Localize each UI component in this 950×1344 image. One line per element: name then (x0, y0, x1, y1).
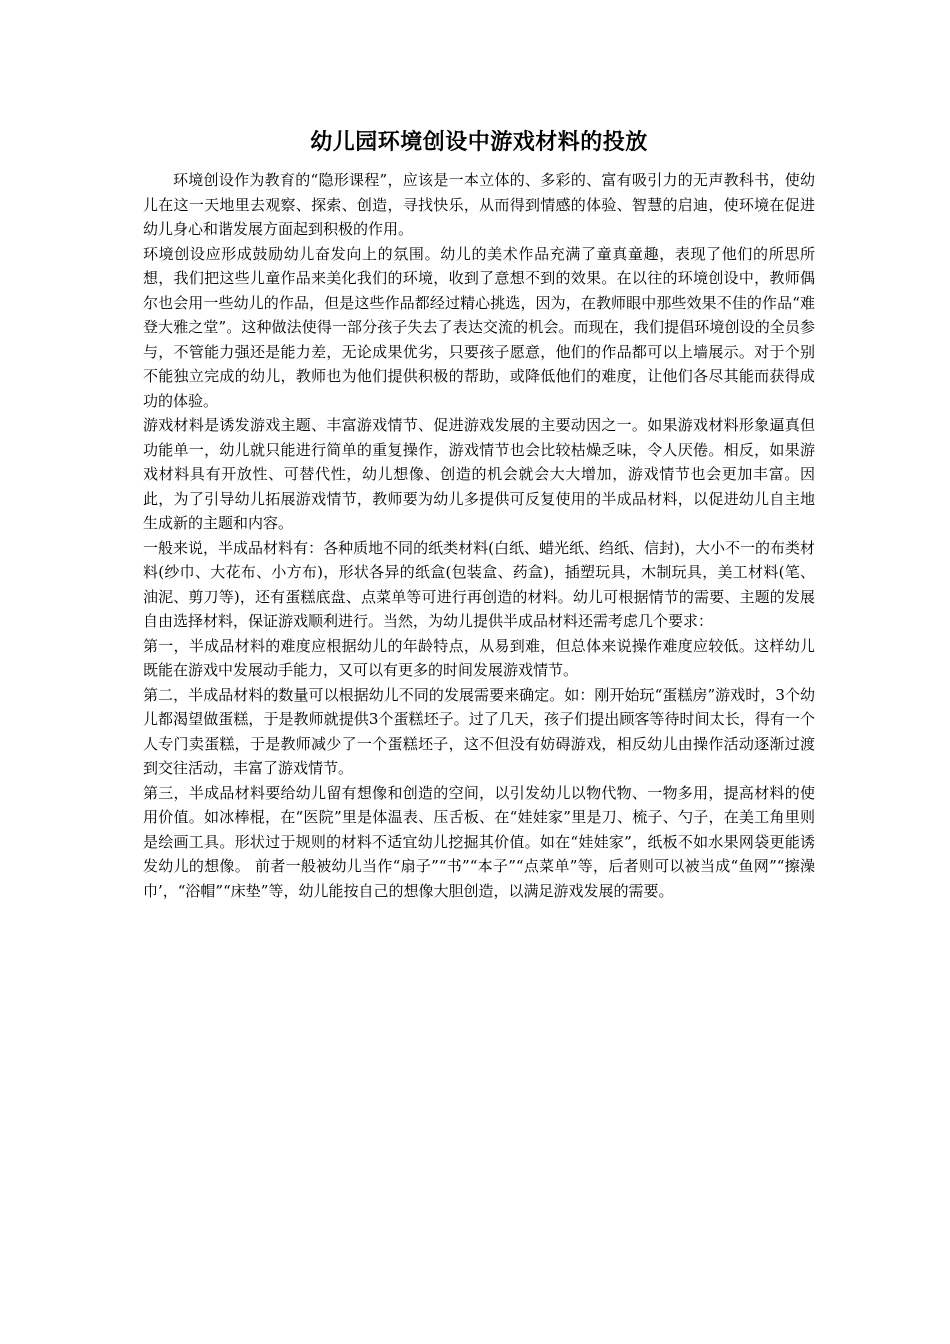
document-title: 幼儿园环境创设中游戏材料的投放 (310, 130, 648, 155)
paragraph-environment: 环境创设应形成鼓励幼儿奋发向上的氛围。幼儿的美术作品充满了童真童趣，表现了他们的所思所想，我们把这些儿童作品来美化我们的环境，收到了意想不到的效果。在以往的环境创设中，教师偶尔也会用一些幼儿的作品，但是这些作品都经过精心挑选，因为，在教师眼中那些效果不佳的作品“难登大雅之堂”。这种做法使得一部分孩子失去了表达交流的机会。而现在，我们提倡环境创设的全员参与，不管能力强还是能力差，无论成果优劣，只要孩子愿意，他们的作品都可以上墙展示。对于个别不能独立完成的幼儿，教师也为他们提供积极的帮助，或降低他们的难度，让他们各尽其能而获得成功的体验。 (143, 244, 815, 410)
document-page (143, 128, 815, 903)
paragraph-second-requirement: 第二，半成品材料的数量可以根据幼儿不同的发展需要来确定。如：刚开始玩“蛋糕房”游戏时，3个幼儿都渴望做蛋糕，于是教师就提供3个蛋糕坯子。过了几天，孩子们提出顾客等待时间太长，得有一个人专门卖蛋糕，于是教师减少了一个蛋糕坯子，这不但没有妨碍游戏，相反幼儿由操作活动逐渐过渡到交往活动，丰富了游戏情节。 (143, 685, 815, 777)
paragraph-semi-finished-materials: 一般来说，半成品材料有：各种质地不同的纸类材料(白纸、蜡光纸、绉纸、信封)，大小不一的布类材料(纱巾、大花布、小方布)，形状各异的纸盒(包装盒、药盒)，插塑玩具，木制玩具，美工材料(笔、油泥、剪刀等)，还有蛋糕底盘、点菜单等可进行再创造的材料。幼儿可根据情节的需要、主题的发展自由选择材料，保证游戏顺利进行。当然，为幼儿提供半成品材料还需考虑几个要求： (143, 538, 815, 630)
paragraph-first-requirement: 第一，半成品材料的难度应根据幼儿的年龄特点，从易到难，但总体来说操作难度应较低。这样幼儿既能在游戏中发展动手能力，又可以有更多的时间发展游戏情节。 (143, 636, 815, 679)
paragraph-game-materials: 游戏材料是诱发游戏主题、丰富游戏情节、促进游戏发展的主要动因之一。如果游戏材料形象逼真但功能单一，幼儿就只能进行简单的重复操作，游戏情节也会比较枯燥乏味，令人厌倦。相反，如果游戏材料具有开放性、可替代性，幼儿想像、创造的机会就会大大增加，游戏情节也会更加丰富。因此，为了引导幼儿拓展游戏情节，教师要为幼儿多提供可反复使用的半成品材料，以促进幼儿自主地生成新的主题和内容。 (143, 416, 815, 532)
paragraph-intro: 环境创设作为教育的“隐形课程”，应该是一本立体的、多彩的、富有吸引力的无声教科书，使幼儿在这一天地里去观察、探索、创造，寻找快乐，从而得到情感的体验、智慧的启迪，使环境在促进幼儿身心和谐发展方面起到积极的作用。 (143, 171, 815, 238)
paragraph-third-requirement: 第三，半成品材料要给幼儿留有想像和创造的空间，以引发幼儿以物代物、一物多用，提高材料的使用价值。如冰棒棍，在“医院”里是体温表、压舌板、在“娃娃家”里是刀、梳子、勺子，在美工角里则是绘画工具。形状过于规则的材料不适宜幼儿挖掘其价值。如在“娃娃家”，纸板不如水果网袋更能诱发幼儿的想像。 前者一般被幼儿当作“扇子”“书”“本子”“点菜单”等，后者则可以被当成“鱼网”“擦澡巾’，“浴帽”“床垫”等，幼儿能按自己的想像大胆创造，以满足游戏发展的需要。 (143, 783, 815, 900)
